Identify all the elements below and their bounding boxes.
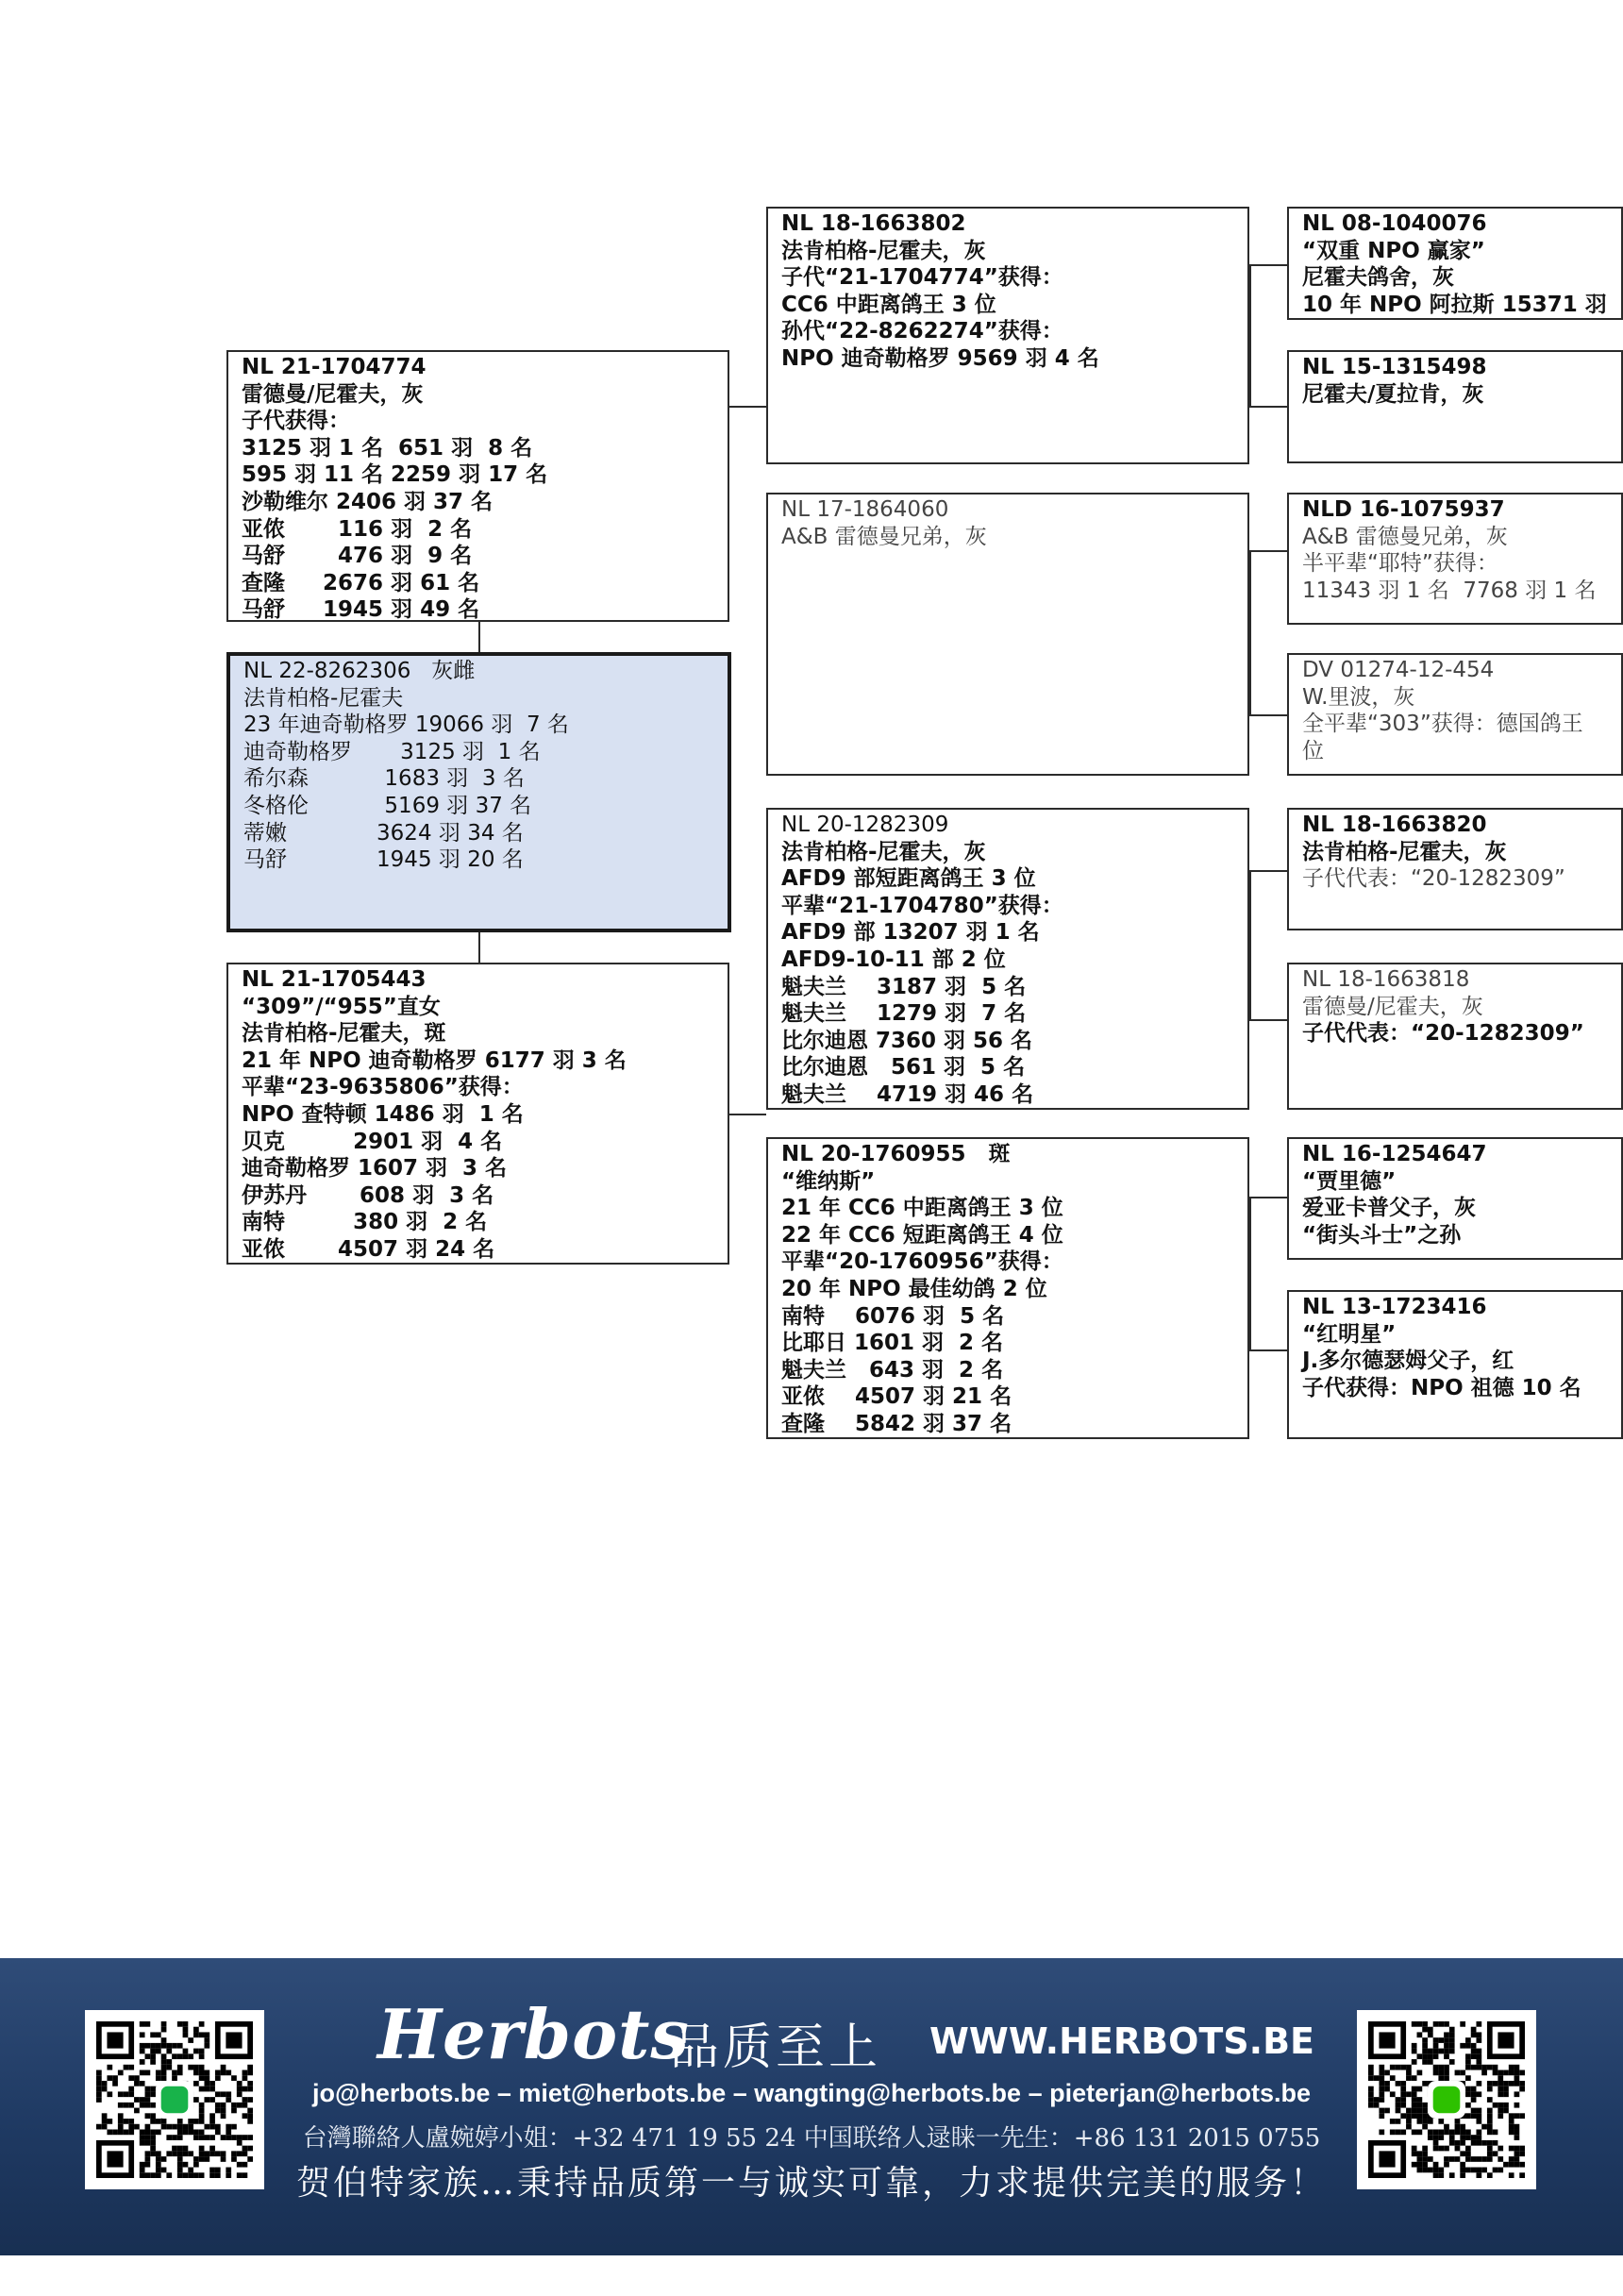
pedigree-line: 10 年 NPO 阿拉斯 15371 羽 bbox=[1302, 292, 1607, 317]
brand-header bbox=[377, 1994, 1315, 2079]
connector-sd-2 bbox=[1249, 714, 1287, 716]
pedigree-line: 南特 380 羽 2 名 bbox=[242, 1210, 488, 1235]
pedigree-line: 马舒 1945 羽 49 名 bbox=[242, 597, 480, 622]
pedigree-line: 平辈“23-9635806”获得： bbox=[242, 1075, 524, 1100]
pedigree-line: NL 18-1663820 bbox=[1302, 813, 1487, 837]
pedigree-sd-sire bbox=[1287, 493, 1623, 625]
pedigree-ds-dam bbox=[1287, 963, 1623, 1110]
connector-sire-h bbox=[729, 406, 766, 408]
pedigree-line: 爱亚卡普父子，灰 bbox=[1302, 1196, 1476, 1221]
pedigree-line: 法肯柏格-尼霍夫 bbox=[243, 685, 404, 711]
connector-subject-dam bbox=[478, 932, 480, 963]
pedigree-line: 3125 羽 1 名 651 羽 8 名 bbox=[242, 435, 533, 461]
pedigree-line: NL 13-1723416 bbox=[1302, 1295, 1487, 1319]
connector-sd-v bbox=[1249, 550, 1251, 716]
connector-ss-v bbox=[1249, 264, 1251, 408]
pedigree-line: 20 年 NPO 最佳幼鸽 2 位 bbox=[781, 1276, 1047, 1301]
contact-emails[interactable]: jo@herbots.be – miet@herbots.be – wangting@herbots.be – pieterjan@herbots.be bbox=[312, 2079, 1311, 2107]
pedigree-line: NL 16-1254647 bbox=[1302, 1142, 1487, 1166]
pedigree-dam bbox=[226, 963, 729, 1265]
pedigree-line: 马舒 1945 羽 20 名 bbox=[243, 847, 524, 873]
pedigree-line: 22 年 CC6 短距离鸽王 4 位 bbox=[781, 1222, 1063, 1248]
connector-ds-2 bbox=[1249, 1019, 1287, 1021]
pedigree-line: NL 21-1704774 bbox=[242, 355, 427, 379]
connector-dd-v bbox=[1249, 1197, 1251, 1351]
pedigree-line: 查隆 2676 羽 61 名 bbox=[242, 570, 480, 595]
pedigree-line: 法肯柏格-尼霍夫，灰 bbox=[1302, 839, 1507, 864]
pedigree-line: 595 羽 11 名 2259 羽 17 名 bbox=[242, 462, 548, 488]
connector-ss-2 bbox=[1249, 406, 1287, 408]
pedigree-line: 子代获得：NPO 祖德 10 名 bbox=[1302, 1375, 1581, 1400]
pedigree-line: 雷德曼/尼霍夫，灰 bbox=[242, 381, 424, 407]
pedigree-line: 查隆 5842 羽 37 名 bbox=[781, 1411, 1012, 1436]
pedigree-line: 全平辈“303”获得：德国鸽王 bbox=[1302, 712, 1583, 737]
pedigree-subject bbox=[226, 652, 731, 932]
connector-subject-sire bbox=[478, 622, 480, 652]
pedigree-line: 魁夫兰 1279 羽 7 名 bbox=[781, 1001, 1027, 1027]
pedigree-line: 南特 6076 羽 5 名 bbox=[781, 1303, 1005, 1329]
pedigree-line: W.里波，灰 bbox=[1302, 684, 1415, 710]
pedigree-line: 比耶日 1601 羽 2 名 bbox=[781, 1331, 1004, 1356]
pedigree-line: 21 年 CC6 中距离鸽王 3 位 bbox=[781, 1196, 1063, 1221]
pedigree-dam-dam bbox=[766, 1137, 1249, 1439]
pedigree-ss-dam bbox=[1287, 350, 1623, 463]
pedigree-line: NL 18-1663802 bbox=[781, 211, 966, 236]
pedigree-line: 平辈“21-1704780”获得： bbox=[781, 893, 1063, 918]
pedigree-line: CC6 中距离鸽王 3 位 bbox=[781, 292, 996, 317]
pedigree-line: “红明星” bbox=[1302, 1321, 1397, 1347]
pedigree-dam-sire bbox=[766, 808, 1249, 1110]
pedigree-line: A&B 雷德曼兄弟，灰 bbox=[781, 524, 987, 549]
pedigree-line: NL 20-1760955 斑 bbox=[781, 1142, 1011, 1166]
pedigree-line: NL 17-1864060 bbox=[781, 497, 949, 522]
pedigree-line: 亚侬 4507 羽 21 名 bbox=[781, 1384, 1012, 1410]
pedigree-line: 法肯柏格-尼霍夫，灰 bbox=[781, 839, 986, 864]
pedigree-line: 子代获得： bbox=[242, 409, 350, 434]
pedigree-line: 迪奇勒格罗 3125 羽 1 名 bbox=[243, 739, 541, 764]
connector-ds-v bbox=[1249, 870, 1251, 1021]
footer-banner bbox=[0, 1958, 1623, 2255]
connector-ss-1 bbox=[1249, 264, 1287, 266]
pedigree-line: NL 08-1040076 bbox=[1302, 211, 1487, 236]
pedigree-sd-dam bbox=[1287, 653, 1623, 776]
pedigree-line: 亚侬 4507 羽 24 名 bbox=[242, 1236, 495, 1262]
pedigree-ds-sire bbox=[1287, 808, 1623, 930]
pedigree-line: 魁夫兰 3187 羽 5 名 bbox=[781, 974, 1027, 999]
pedigree-line: NLD 16-1075937 bbox=[1302, 497, 1505, 522]
pedigree-line: 伊苏丹 608 羽 3 名 bbox=[242, 1182, 494, 1208]
pedigree-line: 迪奇勒格罗 1607 羽 3 名 bbox=[242, 1156, 508, 1182]
pedigree-line: 马舒 476 羽 9 名 bbox=[242, 544, 473, 569]
pedigree-line: NL 21-1705443 bbox=[242, 967, 427, 992]
pedigree-ss-sire bbox=[1287, 207, 1623, 320]
pedigree-line: 蒂嫩 3624 羽 34 名 bbox=[243, 820, 524, 846]
pedigree-line: “309”/“955”直女 bbox=[242, 994, 441, 1019]
pedigree-line: 孙代“22-8262274”获得： bbox=[781, 319, 1063, 344]
connector-dd-2 bbox=[1249, 1349, 1287, 1351]
pedigree-line: 希尔森 1683 羽 3 名 bbox=[243, 766, 525, 792]
pedigree-sire bbox=[226, 350, 729, 622]
pedigree-line: AFD9 部短距离鸽王 3 位 bbox=[781, 866, 1036, 892]
pedigree-line: DV 01274-12-454 bbox=[1302, 658, 1495, 682]
pedigree-line: J.多尔德瑟姆父子，红 bbox=[1302, 1349, 1514, 1374]
pedigree-line: NL 15-1315498 bbox=[1302, 355, 1487, 379]
pedigree-line: NL 20-1282309 bbox=[781, 813, 949, 837]
pedigree-line: 平辈“20-1760956”获得： bbox=[781, 1249, 1063, 1275]
pedigree-line: 法肯柏格-尼霍夫，灰 bbox=[781, 238, 986, 263]
pedigree-line: 位 bbox=[1302, 738, 1324, 763]
pedigree-line: 雷德曼/尼霍夫，灰 bbox=[1302, 994, 1483, 1019]
brand-slogan: 品质至上 bbox=[670, 2019, 882, 2076]
pedigree-line: 尼霍夫鸽舍，灰 bbox=[1302, 265, 1454, 291]
pedigree-line: 尼霍夫/夏拉肯，灰 bbox=[1302, 381, 1484, 407]
contact-phones: 台灣聯絡人盧婉婷小姐：+32 471 19 55 24 中国联络人逯睐一先生：+86 131 2015 0755 bbox=[302, 2124, 1321, 2153]
connector-ds-1 bbox=[1249, 870, 1287, 872]
brand-logo: Herbots bbox=[377, 1994, 690, 2074]
pedigree-line: “维纳斯” bbox=[781, 1168, 876, 1194]
pedigree-line: 比尔迪恩 561 羽 5 名 bbox=[781, 1055, 1026, 1081]
pedigree-line: 子代“21-1704774”获得： bbox=[781, 265, 1063, 291]
pedigree-dd-sire bbox=[1287, 1137, 1623, 1260]
website-link[interactable]: WWW.HERBOTS.BE bbox=[929, 2020, 1315, 2062]
pedigree-line: NL 22-8262306 灰雌 bbox=[243, 659, 476, 683]
pedigree-line: “街头斗士”之孙 bbox=[1302, 1222, 1462, 1248]
pedigree-line: 亚侬 116 羽 2 名 bbox=[242, 516, 473, 542]
pedigree-dd-dam bbox=[1287, 1290, 1623, 1439]
pedigree-line: 子代代表：“20-1282309” bbox=[1302, 1021, 1584, 1047]
pedigree-line: NPO 查特顿 1486 羽 1 名 bbox=[242, 1101, 524, 1127]
pedigree-line: A&B 雷德曼兄弟，灰 bbox=[1302, 524, 1508, 549]
pedigree-line: “贾里德” bbox=[1302, 1168, 1397, 1194]
pedigree-line: AFD9 部 13207 羽 1 名 bbox=[781, 920, 1040, 946]
pedigree-line: 魁夫兰 4719 羽 46 名 bbox=[781, 1081, 1034, 1107]
pedigree-sire-dam bbox=[766, 493, 1249, 776]
pedigree-line: 半平辈“耶特”获得： bbox=[1302, 551, 1498, 577]
pedigree-line: NPO 迪奇勒格罗 9569 羽 4 名 bbox=[781, 345, 1099, 371]
connector-dam-h bbox=[729, 1114, 766, 1115]
pedigree-sire-sire bbox=[766, 207, 1249, 464]
pedigree-line: 11343 羽 1 名 7768 羽 1 名 bbox=[1302, 578, 1597, 603]
pedigree-line: NL 18-1663818 bbox=[1302, 967, 1470, 992]
pedigree-line: 法肯柏格-尼霍夫，斑 bbox=[242, 1021, 446, 1047]
pedigree-line: 冬格伦 5169 羽 37 名 bbox=[243, 793, 532, 818]
footer-tagline: 贺伯特家族…秉持品质第一与诚实可靠，力求提供完美的服务！ bbox=[295, 2164, 1327, 2203]
pedigree-line: AFD9-10-11 部 2 位 bbox=[781, 947, 1006, 972]
pedigree-line: 沙勒维尔 2406 羽 37 名 bbox=[242, 489, 494, 514]
pedigree-line: 子代代表：“20-1282309” bbox=[1302, 866, 1565, 892]
pedigree-line: 贝克 2901 羽 4 名 bbox=[242, 1129, 503, 1154]
connector-dd-1 bbox=[1249, 1197, 1287, 1198]
connector-sd-1 bbox=[1249, 550, 1287, 552]
pedigree-line: 21 年 NPO 迪奇勒格罗 6177 羽 3 名 bbox=[242, 1047, 627, 1073]
pedigree-line: 魁夫兰 643 羽 2 名 bbox=[781, 1357, 1004, 1383]
pedigree-line: 23 年迪奇勒格罗 19066 羽 7 名 bbox=[243, 712, 569, 738]
pedigree-line: 比尔迪恩 7360 羽 56 名 bbox=[781, 1028, 1033, 1053]
pedigree-line: “双重 NPO 赢家” bbox=[1302, 238, 1485, 263]
